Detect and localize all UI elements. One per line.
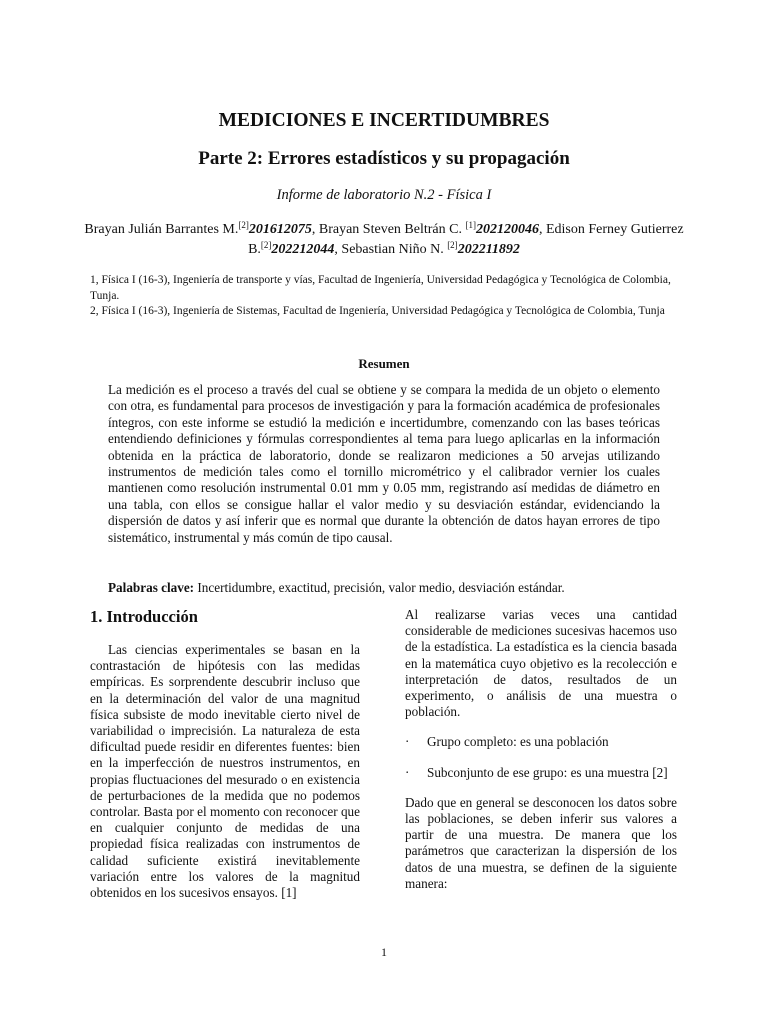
author-code: 202212044 — [271, 242, 335, 257]
affiliation-1: 1, Física I (16-3), Ingeniería de transporte y vías, Facultad de Ingeniería, Universidad Pedagógica y Tecnológica de Colombia, Tunja. — [90, 274, 671, 302]
abstract-heading: Resumen — [358, 356, 410, 371]
introduction-right-column — [405, 607, 677, 892]
author-name: Sebastian Niño N. — [341, 242, 448, 257]
introduction-left-paragraph: Las ciencias experimentales se basan en la contrastación de hipótesis con las medidas empíricas. Es sorprendente descubrir incluso que en la determinación del valor de una magnitud física subsiste de modo inevitable cierto nivel de variabilidad o imprecisión. La naturaleza de esta dificultad puede residir en diferentes fuentes: bien en la imperfección de nuestros instrumentos, en propias fluctuaciones del mesurado o en existencia de perturbaciones de la medida que no podemos controlar. Basta por el momento con reconocer que en cualquier conjunto de medidas de una propiedad física realizadas con instrumentos de calidad suficiente existirá inevitablemente variación entre los valores de la magnitud obtenidos en los sucesivos ensayos. [1] — [90, 642, 360, 901]
paper-title: MEDICIONES E INCERTIDUMBRES — [218, 110, 550, 131]
bullet-text: Subconjunto de ese grupo: es una muestra [2] — [427, 764, 668, 780]
keywords-label: Palabras clave: — [108, 580, 195, 595]
author-separator: , — [538, 222, 546, 237]
paper-subtitle: Parte 2: Errores estadísticos y su propagación — [198, 148, 570, 169]
list-item — [405, 734, 677, 750]
author-separator: , — [311, 222, 319, 237]
affiliations — [90, 273, 680, 320]
page-number: 1 — [381, 945, 387, 959]
affiliation-2: 2, Física I (16-3), Ingeniería de Sistemas, Facultad de Ingeniería, Universidad Pedagógica y Tecnológica de Colombia, Tunja — [90, 305, 665, 317]
section-heading-introduction: 1. Introducción — [90, 607, 198, 626]
report-line: Informe de laboratorio N.2 - Física I — [276, 187, 492, 203]
author-affiliation-mark: [2] — [260, 240, 272, 250]
introduction-right-paragraph-1: Al realizarse varias veces una cantidad considerable de mediciones sucesivas hacemos uso de la estadística. La estadística es la ciencia basada en la matemática cuyo objetivo es la recolección e interpretación de datos, resultados de un experimento, o análisis de una muestra o población. — [405, 607, 677, 720]
bullet-text: Grupo completo: es una población — [427, 734, 609, 750]
author-code: 202211892 — [457, 242, 520, 257]
author-name: Edison Ferney Gutierrez B. — [248, 222, 684, 257]
author-name: Brayan Julián Barrantes M. — [84, 222, 239, 237]
author-code: 202120046 — [475, 222, 539, 237]
bullet-marker: · — [405, 734, 410, 750]
list-item — [405, 765, 677, 781]
keywords-text: Incertidumbre, exactitud, precisión, valor medio, desviación estándar. — [194, 580, 565, 595]
author-code: 201612075 — [248, 222, 312, 237]
bullet-marker: · — [405, 764, 410, 780]
author-affiliation-mark: [2] — [238, 220, 249, 230]
author-list — [80, 220, 688, 260]
author-affiliation-mark: [2] — [447, 240, 458, 250]
introduction-right-paragraph-2: Dado que en general se desconocen los datos sobre las poblaciones, se deben inferir sus valores a partir de una muestra. De manera que los parámetros que caracterizan la dispersión de los datos de una muestra, se definen de la siguiente manera: — [405, 794, 677, 891]
author-separator: , — [334, 242, 342, 257]
keywords — [108, 580, 668, 596]
author-affiliation-mark: [1] — [465, 220, 476, 230]
author-name: Brayan Steven Beltrán C. — [318, 222, 466, 237]
abstract-text: La medición es el proceso a través del cual se obtiene y se compara la medida de un objeto o elemento con otra, es fundamental para procesos de investigación y para la formación académica de profesionales íntegros, con este informe se estudió la medición e incertidumbre, comenzando con las bases teóricas entendiendo definiciones y fórmulas correspondientes al tema para luego aplicarlas en la información obtenida en la práctica de laboratorio, donde se realizaron mediciones a 50 arvejas utilizando instrumentos de medición tales como el tornillo micrométrico y el calibrador vernier los cuales mantienen como resolución instrumental 0.01 mm y 0.05 mm, registrando así medidas de diámetro en una tabla, con ellos se consigue hallar el valor medio y su desviación estándar, evidenciando la dispersión de datos y así inferir que es normal que durante la obtención de datos hayan errores de tipo sistemático, instrumental y más común de tipo causal. — [108, 382, 660, 545]
